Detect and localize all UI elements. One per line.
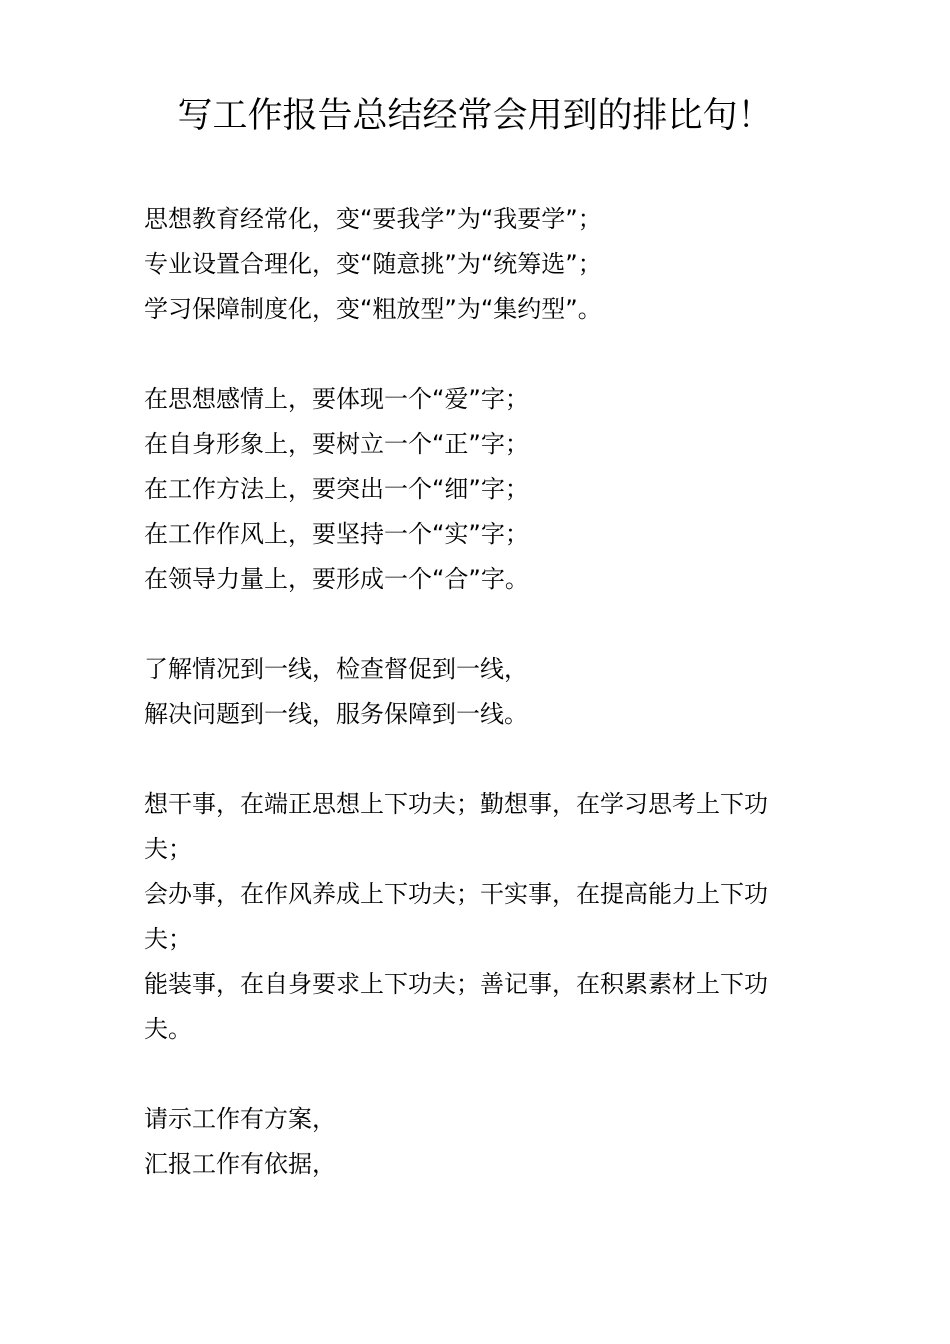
text-line: 专业设置合理化，变“随意挑”为“统筹选”； (144, 250, 602, 278)
text-line: 夫。 (144, 1015, 192, 1043)
text-line: 想干事，在端正思想上下功夫；勤想事，在学习思考上下功 (144, 790, 768, 818)
text-line: 在工作方法上，要突出一个“细”字； (144, 475, 529, 503)
text-line: 夫； (144, 835, 192, 863)
text-line: 学习保障制度化，变“粗放型”为“集约型”。 (144, 295, 602, 323)
text-line: 汇报工作有依据， (144, 1150, 336, 1178)
text-line: 了解情况到一线，检查督促到一线， (144, 655, 528, 683)
paragraph-frontline (144, 647, 814, 737)
paragraph-reporting (144, 1097, 814, 1187)
text-line: 会办事，在作风养成上下功夫；干实事，在提高能力上下功 (144, 880, 768, 908)
text-line: 请示工作有方案， (144, 1105, 336, 1133)
paragraph-effort (144, 782, 814, 1052)
text-line: 在自身形象上，要树立一个“正”字； (144, 430, 529, 458)
paragraph-attitude (144, 377, 814, 602)
text-line: 夫； (144, 925, 192, 953)
paragraph-study (144, 197, 814, 332)
text-line: 能装事，在自身要求上下功夫；善记事，在积累素材上下功 (144, 970, 768, 998)
text-line: 在工作作风上，要坚持一个“实”字； (144, 520, 529, 548)
text-line: 解决问题到一线，服务保障到一线。 (144, 700, 528, 728)
text-line: 思想教育经常化，变“要我学”为“我要学”； (144, 205, 602, 233)
document-title: 写工作报告总结经常会用到的排比句！ (177, 96, 773, 136)
text-line: 在领导力量上，要形成一个“合”字。 (144, 565, 529, 593)
text-line: 在思想感情上，要体现一个“爱”字； (144, 385, 529, 413)
document-body (144, 197, 814, 1232)
